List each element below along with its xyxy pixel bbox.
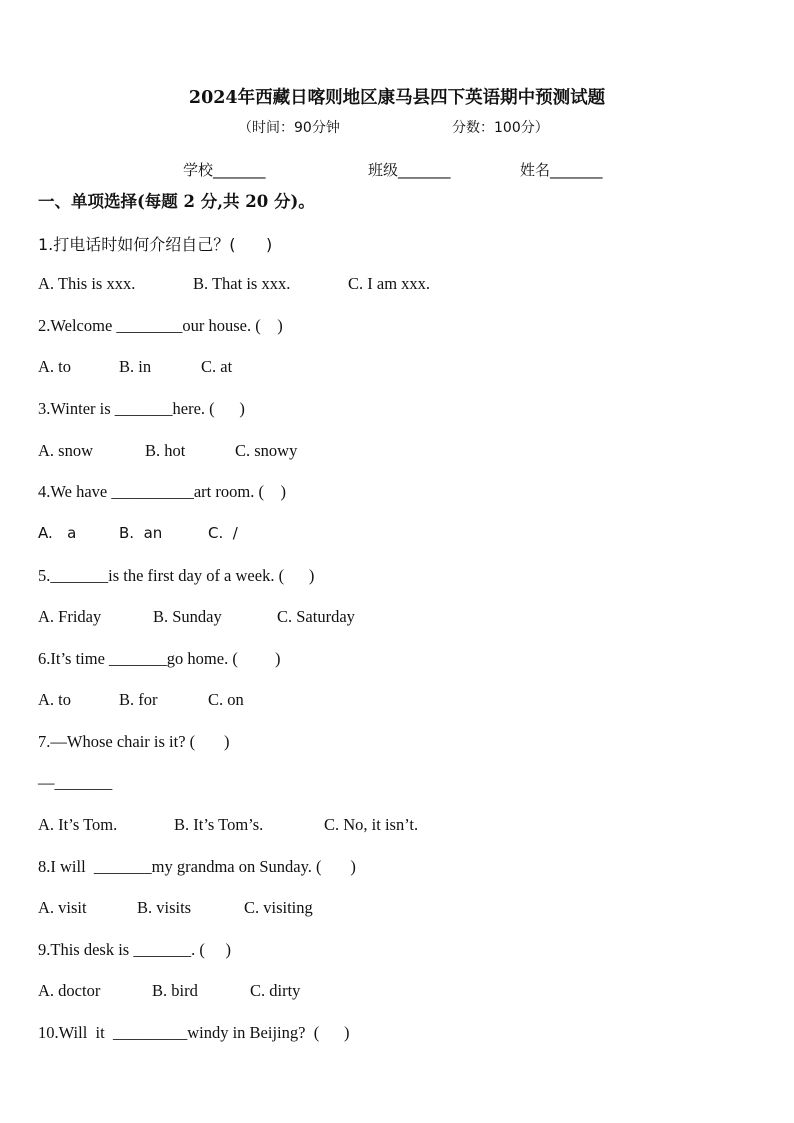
question-6-option-a: A. to — [38, 690, 71, 709]
question-2-stem: 2.Welcome ________our house. ( ) — [38, 316, 283, 335]
section-title: 一、单项选择(每题 2 分,共 20 分)。 — [38, 192, 315, 211]
question-9-stem: 9.This desk is _______. ( ) — [38, 940, 231, 959]
question-3-option-a: A. snow — [38, 441, 94, 460]
question-1-option-a: A. This is xxx. — [38, 274, 136, 293]
question-8-option-a: A. visit — [38, 898, 87, 917]
page-title: 2024年西藏日喀则地区康马县四下英语期中预测试题 — [188, 88, 606, 108]
exam-time: （时间：90分钟 — [238, 120, 340, 136]
question-5-option-c: C. Saturday — [277, 607, 355, 626]
question-4-option-a: A. a — [38, 524, 77, 542]
question-8-option-b: B. visits — [137, 898, 192, 917]
question-7-stem: 7.—Whose chair is it? ( ) — [38, 732, 230, 751]
question-3-option-b: B. hot — [145, 441, 186, 460]
question-5-stem: 5._______is the first day of a week. ( ) — [38, 566, 315, 585]
question-6-option-c: C. on — [208, 690, 244, 709]
question-7-option-a: A. It’s Tom. — [38, 815, 118, 834]
question-7-answer-line: —_______ — [38, 773, 113, 792]
question-1-option-b: B. That is xxx. — [193, 274, 291, 293]
question-1-option-c: C. I am xxx. — [348, 274, 431, 293]
question-6-stem: 6.It’s time _______go home. ( ) — [38, 649, 281, 668]
question-9-option-a: A. doctor — [38, 981, 101, 1000]
question-5-option-b: B. Sunday — [153, 607, 222, 626]
question-8-stem: 8.I will _______my grandma on Sunday. ( ) — [38, 857, 356, 876]
question-9-option-b: B. bird — [152, 981, 198, 1000]
question-9-option-c: C. dirty — [250, 981, 301, 1000]
question-7-option-b: B. It’s Tom’s. — [174, 815, 264, 834]
exam-score: 分数：100分） — [452, 120, 549, 136]
question-7-option-c: C. No, it isn’t. — [324, 815, 419, 834]
school-field: 学校_______ — [183, 161, 266, 179]
question-3-option-c: C. snowy — [235, 441, 298, 460]
question-6-option-b: B. for — [119, 690, 158, 709]
question-4-stem: 4.We have __________art room. ( ) — [38, 482, 286, 501]
question-4-option-c: C. / — [208, 524, 238, 542]
question-2-option-b: B. in — [119, 357, 152, 376]
class-field: 班级_______ — [368, 161, 451, 179]
question-10-stem: 10.Will it _________windy in Beijing? ( ) — [38, 1023, 350, 1042]
question-2-option-a: A. to — [38, 357, 71, 376]
question-2-option-c: C. at — [201, 357, 233, 376]
question-4-option-b: B. an — [119, 524, 163, 542]
question-1-stem: 1.打电话时如何介绍自己？( ) — [38, 235, 273, 254]
question-5-option-a: A. Friday — [38, 607, 102, 626]
question-3-stem: 3.Winter is _______here. ( ) — [38, 399, 245, 418]
question-8-option-c: C. visiting — [244, 898, 313, 917]
name-field: 姓名_______ — [520, 161, 603, 179]
